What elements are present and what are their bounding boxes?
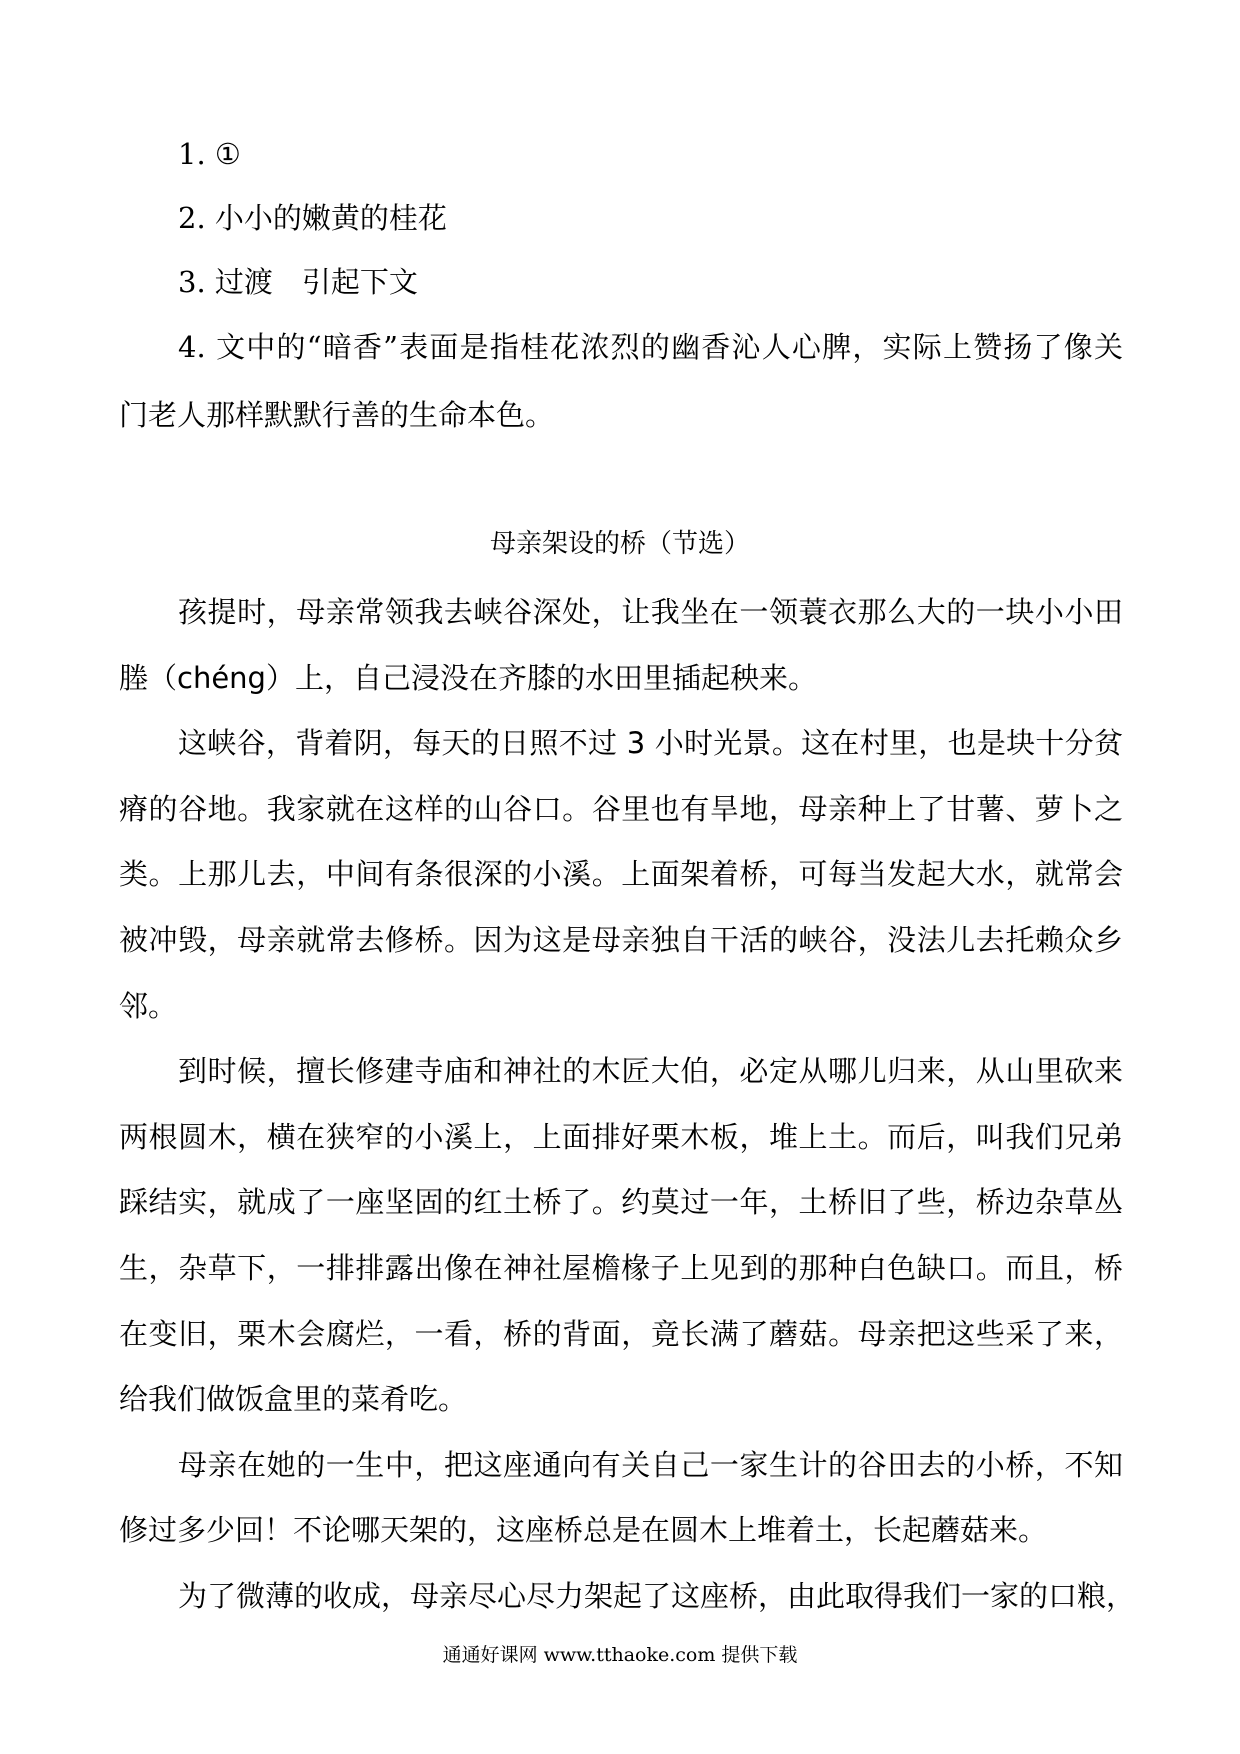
body-line: 修过多少回！不论哪天架的，这座桥总是在圆木上堆着土，长起蘑菇来。 — [119, 1513, 1048, 1547]
body-line: 为了微薄的收成，母亲尽心尽力架起了这座桥，由此取得我们一家的口粮， — [178, 1579, 1136, 1613]
body-line: 生，杂草下，一排排露出像在神社屋檐椽子上见到的那种白色缺口。而且，桥 — [119, 1251, 1123, 1285]
body-line: 这峡谷，背着阴，每天的日照不过 3 小时光景。这在村里，也是块十分贫 — [178, 726, 1123, 760]
body-line: 在变旧，栗木会腐烂，一看，桥的背面，竟长满了蘑菇。母亲把这些采了来， — [119, 1317, 1123, 1351]
body-line: 踩结实，就成了一座坚固的红土桥了。约莫过一年，土桥旧了些，桥边杂草丛 — [119, 1185, 1123, 1219]
body-line: 被冲毁，母亲就常去修桥。因为这是母亲独自干活的峡谷，没法儿去托赖众乡 — [119, 923, 1123, 957]
body-line: 两根圆木，横在狭窄的小溪上，上面排好栗木板，堆上土。而后，叫我们兄弟 — [119, 1120, 1123, 1154]
body-line: 孩提时，母亲常领我去峡谷深处，让我坐在一领蓑衣那么大的一块小小田 — [178, 595, 1123, 629]
body-line: 瘠的谷地。我家就在这样的山谷口。谷里也有旱地，母亲种上了甘薯、萝卜之 — [119, 792, 1123, 826]
answer-line: 门老人那样默默行善的生命本色。 — [119, 398, 555, 432]
body-line: 塍（chéng）上，自己浸没在齐膝的水田里插起秧来。 — [119, 661, 817, 695]
answer-line: 3. 过渡 引起下文 — [178, 265, 418, 299]
article-title: 母亲架设的桥（节选） — [489, 529, 750, 559]
answer-line: 4. 文中的“暗香”表面是指桂花浓烈的幽香沁人心脾，实际上赞扬了像关 — [178, 330, 1123, 364]
answer-line: 2. 小小的嫩黄的桂花 — [178, 201, 447, 235]
body-line: 类。上那儿去，中间有条很深的小溪。上面架着桥，可每当发起大水，就常会 — [119, 857, 1123, 891]
body-line: 邻。 — [119, 989, 178, 1023]
page-footer: 通通好课网 www.tthaoke.com 提供下载 — [442, 1644, 798, 1666]
body-line: 到时候，擅长修建寺庙和神社的木匠大伯，必定从哪儿归来，从山里砍来 — [178, 1054, 1123, 1088]
body-line: 母亲在她的一生中，把这座通向有关自己一家生计的谷田去的小桥，不知 — [178, 1448, 1123, 1482]
body-line: 给我们做饭盒里的菜肴吃。 — [119, 1382, 468, 1416]
answer-line: 1. ① — [178, 137, 241, 171]
